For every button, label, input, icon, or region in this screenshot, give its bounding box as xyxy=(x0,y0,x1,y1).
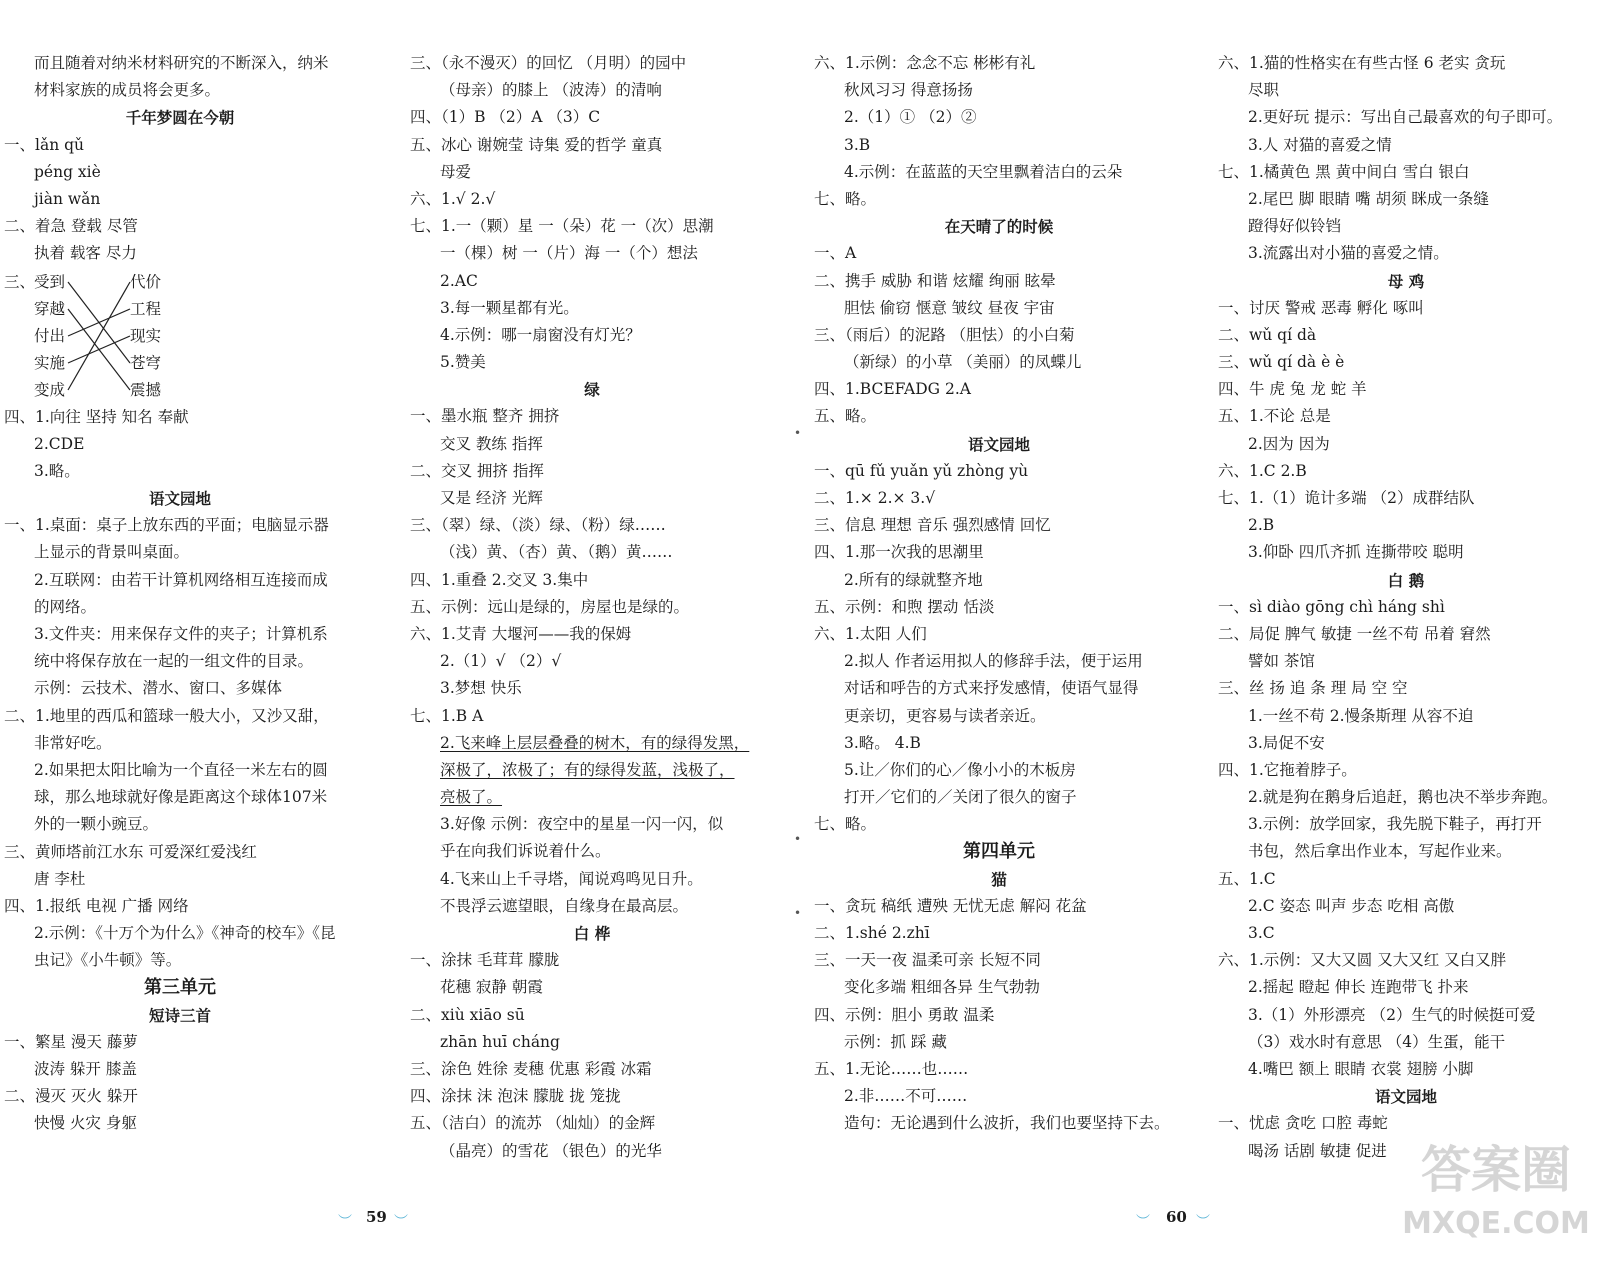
text-line: 造句：无论遇到什么波折，我们也要坚持下去。 xyxy=(844,1114,1170,1133)
match-right-item: 苍穹 xyxy=(130,353,162,372)
text-line: 不畏浮云遮望眼，自缘身在最高层。 xyxy=(440,896,689,915)
text-line: （母亲）的膝上 （波涛）的清响 xyxy=(440,81,662,100)
text-line: 六、1.太阳 人们 xyxy=(814,624,927,643)
text-line: 2.所有的绿就整齐地 xyxy=(844,570,983,589)
column-2 xyxy=(410,50,774,1165)
text-line: 的网络。 xyxy=(34,597,97,616)
text-line: 3.人 对猫的喜爱之情 xyxy=(1248,135,1392,154)
text-line: 七、1.一（颗）星 一（朵）花 一（次）思潮 xyxy=(410,217,714,236)
text-line: 胆怯 偷窃 惬意 皱纹 昼夜 宇宙 xyxy=(844,298,1055,317)
text-line: 二、局促 脾气 敏捷 一丝不苟 吊着 窘然 xyxy=(1218,624,1491,643)
text-line: 唐 李杜 xyxy=(34,869,86,888)
text-line: 变化多端 粗细各异 生气勃勃 xyxy=(844,978,1040,997)
text-line: 2.C 姿态 叫声 步态 吃相 高傲 xyxy=(1248,896,1455,915)
text-line: 六、1.艾青 大堰河——我的保姆 xyxy=(410,624,632,643)
text-line: 一、A xyxy=(814,244,857,263)
section-title: 语文园地 xyxy=(967,434,1030,454)
text-line: 一、忧虑 贪吃 口腔 毒蛇 xyxy=(1218,1114,1388,1133)
matching-exercise xyxy=(4,268,356,404)
text-line xyxy=(410,784,774,811)
text-line: （浅）黄、（杏）黄、（鹅）黄…… xyxy=(440,543,673,562)
section-title: 千年梦圆在今朝 xyxy=(125,108,235,128)
text-line: 4.示例：哪一扇窗没有灯光？ xyxy=(440,325,641,344)
text-line: 打开／它们的／关闭了很久的窗子 xyxy=(844,788,1077,807)
column-3 xyxy=(814,50,1184,1138)
text-line: 四、1.那一次我的思潮里 xyxy=(814,543,984,562)
text-line: 七、略。 xyxy=(814,189,877,208)
text-line: 2.尾巴 脚 眼睛 嘴 胡须 眯成一条缝 xyxy=(1248,189,1489,208)
section-title: 白 桦 xyxy=(573,924,611,943)
text-line: 3.仰卧 四爪齐抓 连撕带咬 聪明 xyxy=(1248,543,1464,562)
text-line: 五、示例：和煦 摆动 恬淡 xyxy=(814,597,995,616)
page-ornament-right-icon: ︶ xyxy=(1196,1214,1210,1230)
section-title: 母 鸡 xyxy=(1387,271,1425,291)
unit-title: 第四单元 xyxy=(963,841,1035,863)
text-line: 统中将保存放在一起的一组文件的目录。 xyxy=(34,652,314,671)
text-line: 一、墨水瓶 整齐 拥挤 xyxy=(410,407,560,426)
text-line: 尽职 xyxy=(1248,81,1280,100)
text-line: 球，那么地球就好像是距离这个球体107米 xyxy=(34,788,328,807)
text-line: （3）戏水时有意思 （4）生蛋，能干 xyxy=(1248,1032,1506,1051)
text-line: 2.AC xyxy=(440,271,478,290)
text-line: 2.示例：《十万个为什么》《神奇的校车》《昆 xyxy=(34,924,336,943)
text-line: 二、漫灭 灭火 躲开 xyxy=(4,1087,138,1106)
text-line: 二、交叉 拥挤 指挥 xyxy=(410,461,544,480)
match-right-item: 代价 xyxy=(130,272,162,291)
text-line: 喝汤 话剧 敏捷 促进 xyxy=(1248,1141,1387,1160)
match-left-item: 实施 xyxy=(34,353,66,372)
page-ornament-left-icon: ︶ xyxy=(338,1214,352,1230)
text-line: 2.摇起 瞪起 伸长 连跑带飞 扑来 xyxy=(1248,978,1469,997)
text-line: 三、涂色 姓徐 麦穗 优惠 彩霞 冰霜 xyxy=(410,1059,652,1078)
text-line: 2.如果把太阳比喻为一个直径一米左右的圆 xyxy=(34,760,328,779)
text-line: 3.C xyxy=(1248,924,1275,942)
text-line: 快慢 火灾 身躯 xyxy=(34,1114,137,1133)
text-line: 3.（1）外形漂亮 （2）生气的时候挺可爱 xyxy=(1248,1005,1536,1024)
text-line: 四、（1）B （2）A （3）C xyxy=(410,108,601,127)
page-number-right: 60 xyxy=(1166,1208,1187,1226)
match-left-item: 付出 xyxy=(34,326,66,345)
text-line: 2.CDE xyxy=(34,434,85,453)
text-line: 3.示例：放学回家，我先脱下鞋子，再打开 xyxy=(1248,815,1542,834)
text-line: 4.嘴巴 额上 眼睛 衣裳 翅膀 小脚 xyxy=(1248,1059,1474,1078)
spine-mark-icon: • xyxy=(794,832,802,846)
text-line: 花穗 寂静 朝霞 xyxy=(440,978,543,997)
text-line: zhān huī cháng xyxy=(440,1032,560,1051)
text-line: 七、1.B A xyxy=(410,706,484,725)
text-line: 二、着急 登载 尽管 xyxy=(4,217,138,236)
page-ornament-left-icon: ︶ xyxy=(1136,1214,1150,1230)
text-line: 执着 载客 尽力 xyxy=(34,244,137,263)
text-line: 3.局促不安 xyxy=(1248,733,1325,752)
section-title: 语文园地 xyxy=(1374,1087,1437,1107)
spine-mark-icon: • xyxy=(794,426,802,440)
match-line xyxy=(68,282,130,390)
text-line: 一、1.桌面：桌子上放东西的平面；电脑显示器 xyxy=(4,516,329,535)
text-line: 2.就是狗在鹅身后追赶，鹅也决不举步奔跑。 xyxy=(1248,788,1558,807)
text-line: （新绿）的小草 （美丽）的凤蝶儿 xyxy=(844,353,1082,372)
text-line: 六、1.示例：念念不忘 彬彬有礼 xyxy=(814,54,1036,72)
text-line: 示例：抓 踩 藏 xyxy=(844,1032,947,1051)
exercise-number: 三、 xyxy=(4,272,36,291)
underlined-answer: 2.飞来峰上层层叠叠的树木，有的绿得发黑， xyxy=(440,733,750,752)
text-line: 二、xiù xiāo sū xyxy=(410,1005,525,1024)
text-line: 六、1.猫的性格实在有些古怪 6 老实 贪玩 xyxy=(1218,54,1506,72)
text-line: 3.每一颗星都有光。 xyxy=(440,298,579,317)
text-line: 上显示的背景叫桌面。 xyxy=(34,543,190,562)
text-line: 3.文件夹：用来保存文件的夹子；计算机系 xyxy=(34,625,328,643)
section-title: 语文园地 xyxy=(148,489,211,509)
text-line: 交叉 教练 指挥 xyxy=(440,434,543,453)
match-left-item: 变成 xyxy=(34,380,66,399)
text-line: 而且随着对纳米材料研究的不断深入，纳米 xyxy=(34,54,329,72)
column-4 xyxy=(1218,50,1594,1165)
unit-title: 第三单元 xyxy=(144,977,216,999)
page-number-left: 59 xyxy=(366,1208,387,1226)
text-line: 五、冰心 谢婉莹 诗集 爱的哲学 童真 xyxy=(410,135,663,154)
match-right-item: 震撼 xyxy=(130,380,162,399)
text-line: 3.略。 4.B xyxy=(844,733,921,752)
text-line: 2.互联网：由若干计算机网络相互连接而成 xyxy=(34,570,328,589)
text-line: 材料家族的成员将会更多。 xyxy=(34,81,221,100)
text-line: 三、（翠）绿、（淡）绿、（粉）绿…… xyxy=(410,516,666,535)
text-line: 3.梦想 快乐 xyxy=(440,679,522,698)
text-line: 母爱 xyxy=(440,162,472,181)
section-title: 短诗三首 xyxy=(148,1005,211,1025)
text-line: 一、sì diào gōng chì háng shì xyxy=(1218,597,1445,616)
text-line: 对话和呼告的方式来抒发感情，使语气显得 xyxy=(844,679,1139,698)
underlined-answer: 深极了，浓极了；有的绿得发蓝，浅极了， xyxy=(440,760,735,779)
text-line: 2.B xyxy=(1248,516,1275,535)
text-line: 一、贪玩 稿纸 遭殃 无忧无虑 解闷 花盆 xyxy=(814,896,1087,915)
text-line: 一、涂抹 毛茸茸 朦胧 xyxy=(410,951,560,970)
text-line: 四、示例：胆小 勇敢 温柔 xyxy=(814,1005,995,1024)
text-line: 非常好吃。 xyxy=(34,733,112,752)
text-line: 六、1.示例：又大又圆 又大又红 又白又胖 xyxy=(1218,951,1507,970)
text-line: 3.略。 xyxy=(34,461,80,480)
text-line: 4.飞来山上千寻塔，闻说鸡鸣见日升。 xyxy=(440,869,703,888)
text-line: 二、1.地里的西瓜和篮球一般大小，又沙又甜， xyxy=(4,706,329,725)
text-line: 一、繁星 漫天 藤萝 xyxy=(4,1032,138,1051)
text-line: 三、一天一夜 温柔可亲 长短不同 xyxy=(814,951,1041,970)
text-line: 三、丝 扬 追 条 理 局 空 空 xyxy=(1218,679,1408,698)
text-line: 4.示例：在蓝蓝的天空里飘着洁白的云朵 xyxy=(844,162,1123,181)
text-line: （晶亮）的雪花 （银色）的光华 xyxy=(440,1141,662,1160)
text-line: 书包，然后拿出作业本，写起作业来。 xyxy=(1248,842,1512,861)
text-line: 蹬得好似铃铛 xyxy=(1248,217,1342,236)
text-line: 2.（1）① （2）② xyxy=(844,108,977,127)
text-line: 波涛 躲开 膝盖 xyxy=(34,1060,137,1078)
text-line: 2.更好玩 提示：写出自己最喜欢的句子即可。 xyxy=(1248,108,1563,127)
match-right-item: 工程 xyxy=(130,299,162,318)
section-title: 在天晴了的时候 xyxy=(944,217,1054,237)
match-left-item: 穿越 xyxy=(34,299,66,318)
text-line: 四、1.报纸 电视 广播 网络 xyxy=(4,896,189,915)
text-line: 四、1.重叠 2.交叉 3.集中 xyxy=(410,570,589,589)
text-line: 一、讨厌 警戒 恶毒 孵化 啄叫 xyxy=(1218,298,1424,317)
text-line: 四、涂抹 沫 泡沫 朦胧 拢 笼拢 xyxy=(410,1087,621,1106)
text-line: 四、1.向往 坚持 知名 奉献 xyxy=(4,407,189,426)
text-line: 五、略。 xyxy=(814,407,877,426)
text-line: 三、（永不漫灭）的回忆 （月明）的园中 xyxy=(410,54,687,72)
text-line: 二、1.shé 2.zhī xyxy=(814,924,930,942)
section-title: 猫 xyxy=(991,869,1007,889)
text-line: 五、1.无论……也…… xyxy=(814,1059,969,1078)
text-line: 一、qū fǔ yuǎn yǔ zhòng yù xyxy=(814,461,1029,480)
text-line: 3.流露出对小猫的喜爱之情。 xyxy=(1248,244,1449,263)
text-line: 二、1.× 2.× 3.√ xyxy=(814,489,936,507)
text-line: 四、牛 虎 兔 龙 蛇 羊 xyxy=(1218,380,1367,399)
text-line: 七、1.橘黄色 黑 黄中间白 雪白 银白 xyxy=(1218,162,1470,181)
text-line: 二、wǔ qí dà xyxy=(1218,325,1317,344)
text-line: 虫记》《小牛顿》等。 xyxy=(34,951,182,970)
text-line: 五、1.C xyxy=(1218,869,1276,888)
text-line: péng xiè xyxy=(34,162,101,181)
text-line: jiàn wǎn xyxy=(34,189,101,208)
text-line: 四、1.BCEFADG 2.A xyxy=(814,380,971,399)
text-line: 五、示例：远山是绿的，房屋也是绿的。 xyxy=(410,597,690,616)
spine-mark-icon: • xyxy=(794,906,802,920)
text-line: 七、略。 xyxy=(814,815,877,834)
text-line: 2.（1）√ （2）√ xyxy=(440,652,562,671)
text-line: 三、信息 理想 音乐 强烈感情 回忆 xyxy=(814,516,1051,535)
text-line: 5.赞美 xyxy=(440,353,486,372)
match-line xyxy=(68,336,130,363)
text-line: 2.非……不可…… xyxy=(844,1087,968,1106)
watermark-text: 答案圈 xyxy=(1421,1141,1571,1199)
text-line: 譬如 茶馆 xyxy=(1248,652,1315,671)
text-line: 四、1.它拖着脖子。 xyxy=(1218,760,1357,779)
section-title: 白 鹅 xyxy=(1387,570,1425,590)
matching-lines xyxy=(4,268,204,404)
text-line: 2.因为 因为 xyxy=(1248,434,1330,453)
text-line: 五、1.不论 总是 xyxy=(1218,407,1331,426)
match-line xyxy=(68,309,130,336)
text-line: 三、黄师塔前江水东 可爱深红爱浅红 xyxy=(4,842,257,861)
text-line xyxy=(410,730,774,757)
text-line: 六、1.√ 2.√ xyxy=(410,189,496,208)
text-line: 5.让／你们的心／像小小的木板房 xyxy=(844,760,1076,779)
section-title: 绿 xyxy=(584,380,600,400)
underlined-answer: 亮极了。 xyxy=(440,788,503,807)
text-line: 二、携手 威胁 和谐 炫耀 绚丽 眩晕 xyxy=(814,271,1056,290)
watermark-url: MXQE.COM xyxy=(1402,1206,1590,1241)
text-line: 一（棵）树 一（片）海 一（个）想法 xyxy=(440,244,698,263)
watermark-logo xyxy=(1398,1138,1594,1253)
text-line: 五、（洁白）的流苏 （灿灿）的金辉 xyxy=(410,1114,656,1133)
text-line: 六、1.C 2.B xyxy=(1218,461,1307,480)
text-line: 又是 经济 光辉 xyxy=(440,489,543,507)
text-line: 3.好像 示例：夜空中的星星一闪一闪，似 xyxy=(440,815,724,834)
text-line: 一、lǎn qǔ xyxy=(4,135,85,154)
text-line: 秋风习习 得意扬扬 xyxy=(844,81,973,100)
text-line: 七、1.（1）诡计多端 （2）成群结队 xyxy=(1218,489,1475,507)
text-line: 三、wǔ qí dà è è xyxy=(1218,353,1345,372)
text-line: 2.拟人 作者运用拟人的修辞手法，便于运用 xyxy=(844,652,1143,671)
text-line: 3.B xyxy=(844,135,871,154)
match-left-item: 受到 xyxy=(34,272,66,291)
match-right-item: 现实 xyxy=(130,326,162,345)
text-line: 外的一颗小豌豆。 xyxy=(34,815,159,834)
text-line xyxy=(410,757,774,784)
text-line: 1.一丝不苟 2.慢条斯理 从容不迫 xyxy=(1248,706,1474,725)
column-1 xyxy=(4,50,356,1138)
text-line: 乎在向我们诉说着什么。 xyxy=(440,842,611,861)
text-line: 示例：云技术、潜水、窗口、多媒体 xyxy=(34,679,283,698)
page-ornament-right-icon: ︶ xyxy=(394,1214,408,1230)
text-line: 更亲切，更容易与读者亲近。 xyxy=(844,706,1046,725)
text-line: 三、（雨后）的泥路 （胆怯）的小白菊 xyxy=(814,325,1075,344)
